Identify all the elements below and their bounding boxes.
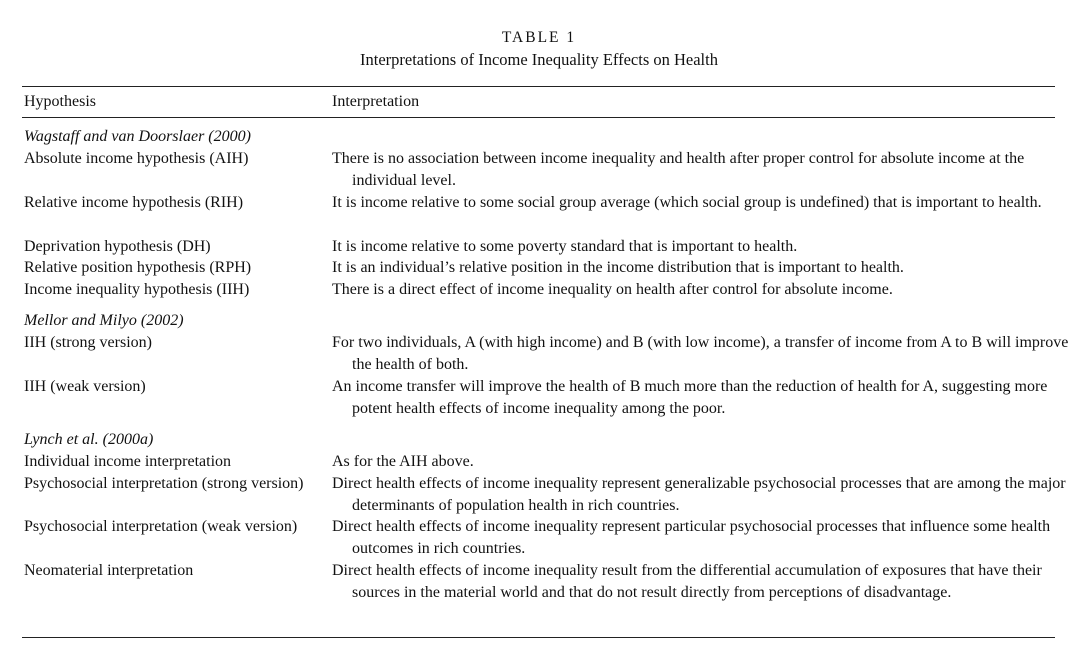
interpretation-cell: There is no association between income inequality and health after proper control for absolute income at the individual level. (332, 149, 1025, 189)
interpretation-cell: It is income relative to some poverty standard that is important to health. (332, 237, 798, 255)
group-source-title: Wagstaff and van Doorslaer (2000) (24, 128, 251, 145)
interpretation-cell: Direct health effects of income inequality represent generalizable psychosocial processes that are among the major determinants of population health in rich countries. (332, 474, 1066, 514)
table-top-rule (22, 86, 1055, 87)
table-row (0, 279, 1068, 301)
table-row (0, 376, 1068, 420)
table-row (0, 192, 1068, 236)
hypothesis-cell: Deprivation hypothesis (DH) (24, 237, 211, 255)
table-row (0, 148, 1068, 192)
hypothesis-cell: Relative income hypothesis (RIH) (24, 193, 244, 211)
hypothesis-cell: Income inequality hypothesis (IIH) (24, 281, 250, 299)
hypothesis-cell: Absolute income hypothesis (AIH) (24, 149, 249, 167)
interpretation-cell: There is a direct effect of income inequality on health after control for absolute income. (332, 281, 893, 299)
table-row (0, 560, 1068, 626)
hypothesis-cell: IIH (strong version) (24, 334, 152, 352)
interpretation-cell: For two individuals, A (with high income) and B (with low income), a transfer of income from A to B will improve the health of both. (332, 334, 1068, 374)
interpretation-cell: Direct health effects of income inequality result from the differential accumulation of exposures that have their sources in the material world and that do not result directly from perceptions of disadvantage. (332, 562, 1042, 602)
header-hypothesis: Hypothesis (24, 93, 96, 110)
table-body (0, 126, 1068, 626)
table-row (0, 332, 1068, 376)
hypothesis-cell: IIH (weak version) (24, 377, 146, 395)
table-row (0, 516, 1068, 560)
interpretation-cell: As for the AIH above. (332, 452, 474, 470)
table-caption (0, 28, 1068, 71)
table-row (0, 473, 1068, 517)
table-title: Interpretations of Income Inequality Effects on Health (360, 50, 718, 69)
interpretation-cell: An income transfer will improve the health of B much more than the reduction of health for A, suggesting more potent health effects of income inequality among the poor. (332, 377, 1048, 417)
table-bottom-rule (22, 637, 1055, 638)
group-source-title: Mellor and Milyo (2002) (24, 312, 184, 330)
table-row (0, 257, 1068, 279)
header-interpretation: Interpretation (332, 93, 420, 110)
group-source-title: Lynch et al. (2000a) (24, 430, 154, 448)
table-row (0, 451, 1068, 473)
hypothesis-cell: Relative position hypothesis (RPH) (24, 259, 252, 277)
table-number: TABLE 1 (501, 29, 577, 46)
table-header-rule (22, 117, 1055, 118)
hypothesis-cell: Individual income interpretation (24, 452, 232, 470)
hypothesis-cell: Neomaterial interpretation (24, 562, 194, 580)
hypothesis-cell: Psychosocial interpretation (strong version) (24, 474, 304, 492)
table-row (0, 236, 1068, 258)
interpretation-cell: It is an individual’s relative position in the income distribution that is important to health. (332, 259, 904, 277)
hypothesis-cell: Psychosocial interpretation (weak version) (24, 518, 298, 536)
interpretation-cell: Direct health effects of income inequality represent particular psychosocial processes that influence some health outcomes in rich countries. (332, 518, 1051, 558)
interpretation-cell: It is income relative to some social group average (which social group is undefined) that is important to health. (332, 193, 1042, 211)
